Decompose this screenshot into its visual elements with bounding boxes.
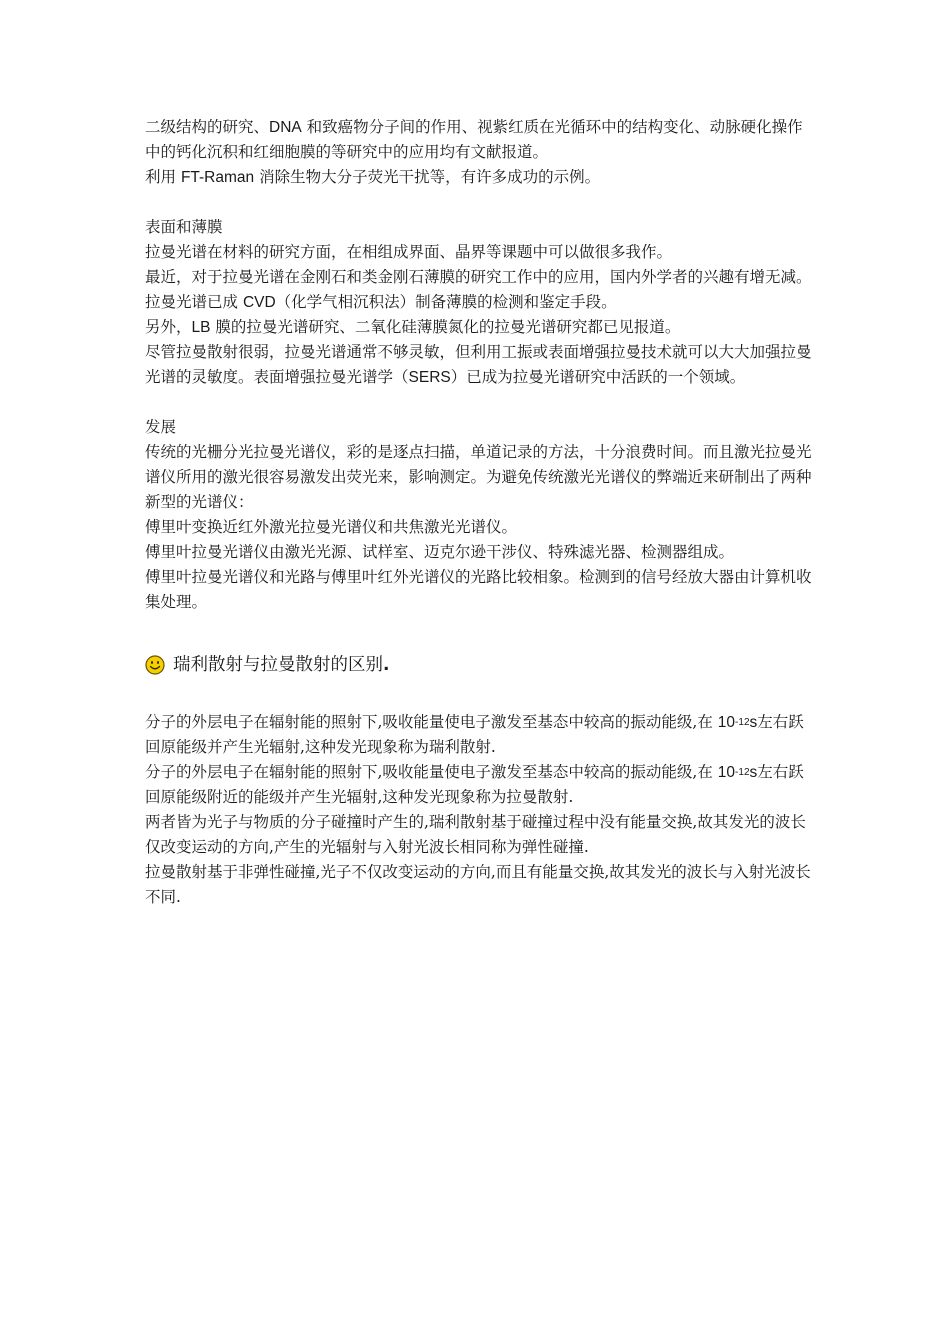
text-span: 10 [717, 764, 736, 781]
spacer [145, 190, 815, 215]
paragraph-development-4: 傅里叶拉曼光谱仪和光路与傅里叶红外光谱仪的光路比较相象。检测到的信号经放大器由计算机收集处理。 [145, 568, 812, 611]
paragraph-rayleigh [145, 710, 815, 760]
paragraph-ft-raman [145, 165, 815, 190]
text-span: FT-Raman [180, 169, 255, 186]
paragraph-surface-4 [145, 315, 815, 340]
paragraph-inelastic: 拉曼散射基于非弹性碰撞,光子不仅改变运动的方向,而且有能量交换,故其发光的波长与入射光波长不同. [145, 863, 811, 906]
document-page [145, 115, 815, 910]
text-span: 和致癌物分子间的作用、视紫红质在光循环中的结构变化、动脉硬化操作中的钙化沉积和红细胞膜的等研究中的应用均有文献报道。 [145, 118, 803, 161]
text-span: 消除生物大分子荧光干扰等，有许多成功的示例。 [254, 168, 601, 186]
paragraph-development-1: 传统的光栅分光拉曼光谱仪，彩的是逐点扫描，单道记录的方法，十分浪费时间。而且激光拉曼光谱仪所用的激光很容易激发出荧光来，影响测定。为避免传统激光光谱仪的弊端近来研制出了两种新型的光谱仪： [145, 443, 812, 511]
text-span: 二级结构的研究、 [145, 118, 270, 136]
text-span: 另外， [145, 318, 192, 336]
text-span: -12 [735, 717, 750, 728]
text-span: ）已成为拉曼光谱研究中活跃的一个领域。 [450, 368, 746, 386]
text-span: （化学气相沉积法）制备薄膜的检测和鉴定手段。 [275, 293, 617, 311]
text-span: 膜的拉曼光谱研究、二氧化硅薄膜氮化的拉曼光谱研究都已见报道。 [210, 318, 681, 336]
text-span: LB [191, 319, 211, 336]
text-span: CVD [242, 294, 276, 311]
paragraph-elastic: 两者皆为光子与物质的分子碰撞时产生的,瑞利散射基于碰撞过程中没有能量交换,故其发光的波长仅改变运动的方向,产生的光辐射与入射光波长相同称为弹性碰撞. [145, 813, 806, 856]
heading-development: 发展 [145, 418, 177, 436]
text-span: s [749, 714, 758, 731]
section-title-text: 瑞利散射与拉曼散射的区别 [173, 655, 383, 675]
text-span: 拉曼光谱已成 [145, 293, 243, 311]
text-span: 分子的外层电子在辐射能的照射下,吸收能量使电子激发至基态中较高的振动能级,在 [145, 763, 718, 781]
text-span: 尽管拉曼散射很弱，拉曼光谱通常不够灵敏，但利用工振或表面增强拉曼技术就可以大大加强拉曼光谱的灵敏度。表面增强拉曼光谱学（ [145, 343, 812, 386]
text-span: 分子的外层电子在辐射能的照射下,吸收能量使电子激发至基态中较高的振动能级,在 [145, 713, 718, 731]
spacer [145, 390, 815, 415]
section-title-rayleigh-raman [145, 650, 815, 680]
paragraph-surface-1: 拉曼光谱在材料的研究方面，在相组成界面、晶界等课题中可以做很多我作。 [145, 243, 673, 261]
paragraph-development-3: 傅里叶拉曼光谱仪由激光光源、试样室、迈克尔逊干涉仪、特殊滤光器、检测器组成。 [145, 543, 735, 561]
paragraph-bio-applications [145, 115, 815, 165]
text-span: 利用 [145, 168, 181, 186]
heading-surface-film: 表面和薄膜 [145, 218, 223, 236]
paragraph-surface-3 [145, 290, 815, 315]
paragraph-surface-2: 最近，对于拉曼光谱在金刚石和类金刚石薄膜的研究工作中的应用，国内外学者的兴趣有增无减。 [145, 268, 812, 286]
text-span: DNA [269, 119, 302, 136]
text-span: -12 [735, 767, 750, 778]
paragraph-raman [145, 760, 815, 810]
section-title-dot: . [383, 655, 390, 675]
text-span: 10 [717, 714, 736, 731]
paragraph-surface-5 [145, 340, 815, 390]
text-span: s [749, 764, 758, 781]
text-span: 左右跃回原能级附近的能级并产生光辐射,这种发光现象称为拉曼散射. [145, 763, 804, 806]
smiley-icon [145, 655, 165, 675]
text-span: SERS [408, 369, 451, 386]
text-span: 左右跃回原能级并产生光辐射,这种发光现象称为瑞利散射. [145, 713, 804, 756]
paragraph-development-2: 傅里叶变换近红外激光拉曼光谱仪和共焦激光光谱仪。 [145, 518, 518, 536]
